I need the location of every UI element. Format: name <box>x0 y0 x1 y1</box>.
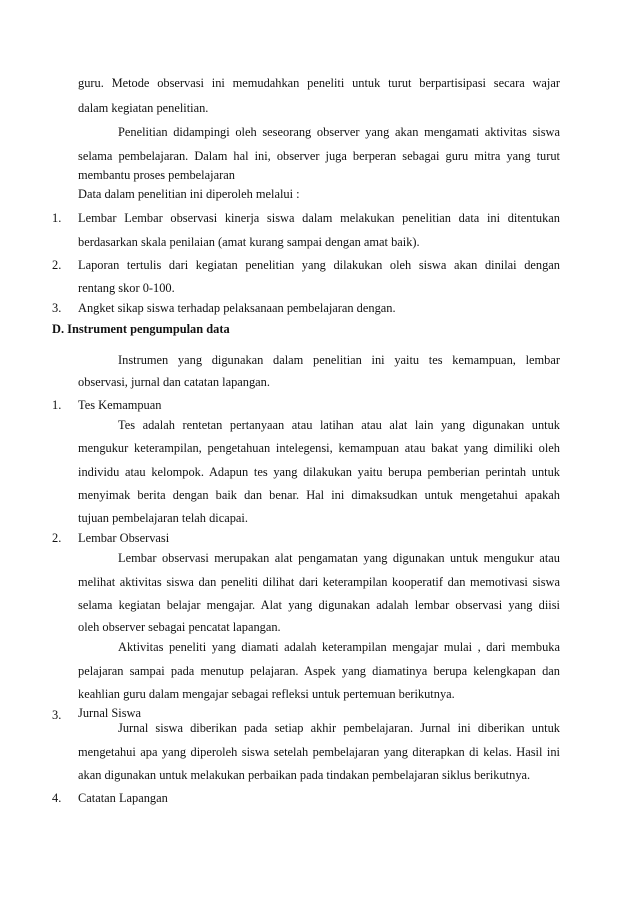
list-number: 1. <box>52 211 62 225</box>
body-text-line: Penelitian didampingi oleh seseorang observer yang akan mengamati aktivitas siswa <box>118 125 560 139</box>
item-title: Catatan Lapangan <box>78 791 168 805</box>
body-text-line: tujuan pembelajaran telah dicapai. <box>78 511 248 525</box>
body-text-line: mengukur keterampilan, pengetahuan intelegensi, kemampuan atau bakat yang dimiliki oleh <box>78 441 560 455</box>
list-number: 2. <box>52 258 62 272</box>
body-text-line: Data dalam penelitian ini diperoleh melalui : <box>78 187 300 201</box>
section-heading: D. Instrument pengumpulan data <box>52 322 230 336</box>
list-item-line: Angket sikap siswa terhadap pelaksanaan pembelajaran dengan. <box>78 301 396 315</box>
body-text-line: mengetahui apa yang diperoleh siswa setelah pembelajaran yang diterapkan di kelas. Hasil ini <box>78 745 560 759</box>
item-title: Tes Kemampuan <box>78 398 162 412</box>
item-title: Jurnal Siswa <box>78 706 141 720</box>
body-text-line: akan digunakan untuk melakukan perbaikan pada tindakan pembelajaran siklus berikutnya. <box>78 768 531 782</box>
body-text-line: Instrumen yang digunakan dalam penelitian ini yaitu tes kemampuan, lembar <box>118 353 560 367</box>
body-text-line: keahlian guru dalam mengajar sebagai refleksi untuk pertemuan berikutnya. <box>78 687 455 701</box>
list-number: 1. <box>52 398 62 412</box>
list-number: 2. <box>52 531 62 545</box>
list-number: 3. <box>52 301 62 315</box>
body-text-line: selama pembelajaran. Dalam hal ini, observer juga berperan sebagai guru mitra yang turut <box>78 149 560 163</box>
body-text-line: selama kegiatan belajar mengajar. Alat yang digunakan adalah lembar observasi yang diisi <box>78 598 560 612</box>
body-text-line: pelajaran sampai pada menutup pelajaran. Aspek yang diamatinya berupa kelengkapan dan <box>78 664 560 678</box>
body-text-line: membantu proses pembelajaran <box>78 168 235 182</box>
list-number: 4. <box>52 791 62 805</box>
body-text-line: melihat aktivitas siswa dan peneliti dilihat dari keterampilan kooperatif dan memotivasi siswa <box>78 575 560 589</box>
body-text-line: individu atau kelompok. Adapun tes yang dilakukan yaitu berupa pemberian perintah untuk <box>78 465 560 479</box>
body-text-line: Aktivitas peneliti yang diamati adalah keterampilan mengajar mulai , dari membuka <box>118 640 560 654</box>
list-item-line: Laporan tertulis dari kegiatan penelitian yang dilakukan oleh siswa akan dinilai dengan <box>78 258 560 272</box>
body-text-line: Jurnal siswa diberikan pada setiap akhir pembelajaran. Jurnal ini diberikan untuk <box>118 721 560 735</box>
body-text-line: Tes adalah rentetan pertanyaan atau latihan atau alat lain yang digunakan untuk <box>118 418 560 432</box>
body-text-line: menyimak berita dengan baik dan benar. Hal ini dimaksudkan untuk mengetahui apakah <box>78 488 560 502</box>
body-text-line: oleh observer sebagai pencatat lapangan. <box>78 620 281 634</box>
body-text-line: dalam kegiatan penelitian. <box>78 101 209 115</box>
list-item-line: berdasarkan skala penilaian (amat kurang sampai dengan amat baik). <box>78 235 420 249</box>
body-text-line: Lembar observasi merupakan alat pengamatan yang digunakan untuk mengukur atau <box>118 551 560 565</box>
list-item-line: Lembar Lembar observasi kinerja siswa dalam melakukan penelitian data ini ditentukan <box>78 211 560 225</box>
body-text-line: guru. Metode observasi ini memudahkan peneliti untuk turut berpartisipasi secara wajar <box>78 76 560 90</box>
list-number: 3. <box>52 708 62 722</box>
list-item-line: rentang skor 0-100. <box>78 281 175 295</box>
item-title: Lembar Observasi <box>78 531 170 545</box>
body-text-line: observasi, jurnal dan catatan lapangan. <box>78 375 270 389</box>
